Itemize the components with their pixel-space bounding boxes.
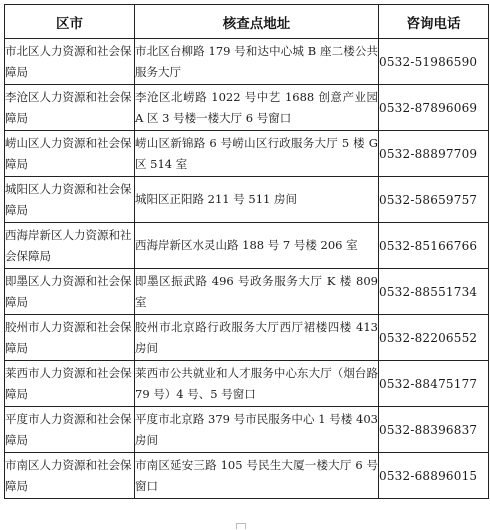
table-row <box>5 131 489 177</box>
district-cell: 崂山区人力资源和社会保障局 <box>5 131 135 177</box>
phone-cell: 0532-51986590 <box>379 39 489 85</box>
address-cell: 平度市北京路 379 号市民服务中心 1 号楼 403 房间 <box>135 407 379 453</box>
verification-sites-table <box>4 4 489 499</box>
phone-cell: 0532-88475177 <box>379 361 489 407</box>
table-row <box>5 453 489 499</box>
address-cell: 崂山区新锦路 6 号崂山区行政服务大厅 5 楼 G 区 514 室 <box>135 131 379 177</box>
table-row <box>5 269 489 315</box>
phone-cell: 0532-88897709 <box>379 131 489 177</box>
header-phone: 咨询电话 <box>379 5 489 39</box>
address-cell: 莱西市公共就业和人才服务中心东大厅（烟台路 79 号）4 号、5 号窗口 <box>135 361 379 407</box>
district-cell: 市北区人力资源和社会保障局 <box>5 39 135 85</box>
table-row <box>5 407 489 453</box>
district-cell: 西海岸新区人力资源和社会保障局 <box>5 223 135 269</box>
district-cell: 即墨区人力资源和社会保障局 <box>5 269 135 315</box>
address-cell: 市南区延安三路 105 号民生大厦一楼大厅 6 号窗口 <box>135 453 379 499</box>
phone-cell: 0532-88396837 <box>379 407 489 453</box>
district-cell: 李沧区人力资源和社会保障局 <box>5 85 135 131</box>
phone-cell: 0532-68896015 <box>379 453 489 499</box>
address-cell: 西海岸新区水灵山路 188 号 7 号楼 206 室 <box>135 223 379 269</box>
district-cell: 城阳区人力资源和社会保障局 <box>5 177 135 223</box>
table-row <box>5 39 489 85</box>
address-cell: 市北区台柳路 179 号和达中心城 B 座二楼公共服务大厅 <box>135 39 379 85</box>
phone-cell: 0532-85166766 <box>379 223 489 269</box>
table-row <box>5 85 489 131</box>
phone-cell: 0532-88551734 <box>379 269 489 315</box>
table-header-row <box>5 5 489 39</box>
phone-cell: 0532-87896069 <box>379 85 489 131</box>
address-cell: 胶州市北京路行政服务大厅西厅裙楼四楼 413 房间 <box>135 315 379 361</box>
district-cell: 市南区人力资源和社会保障局 <box>5 453 135 499</box>
text-cursor-handle <box>236 523 246 529</box>
phone-cell: 0532-82206552 <box>379 315 489 361</box>
header-address: 核查点地址 <box>135 5 379 39</box>
table-row <box>5 223 489 269</box>
district-cell: 莱西市人力资源和社会保障局 <box>5 361 135 407</box>
header-district: 区市 <box>5 5 135 39</box>
district-cell: 平度市人力资源和社会保障局 <box>5 407 135 453</box>
address-cell: 即墨区振武路 496 号政务服务大厅 K 楼 809 室 <box>135 269 379 315</box>
address-cell: 李沧区北崂路 1022 号中艺 1688 创意产业园 A 区 3 号楼一楼大厅 6 号窗口 <box>135 85 379 131</box>
district-cell: 胶州市人力资源和社会保障局 <box>5 315 135 361</box>
address-cell: 城阳区正阳路 211 号 511 房间 <box>135 177 379 223</box>
table-row <box>5 177 489 223</box>
phone-cell: 0532-58659757 <box>379 177 489 223</box>
table-row <box>5 315 489 361</box>
table-row <box>5 361 489 407</box>
